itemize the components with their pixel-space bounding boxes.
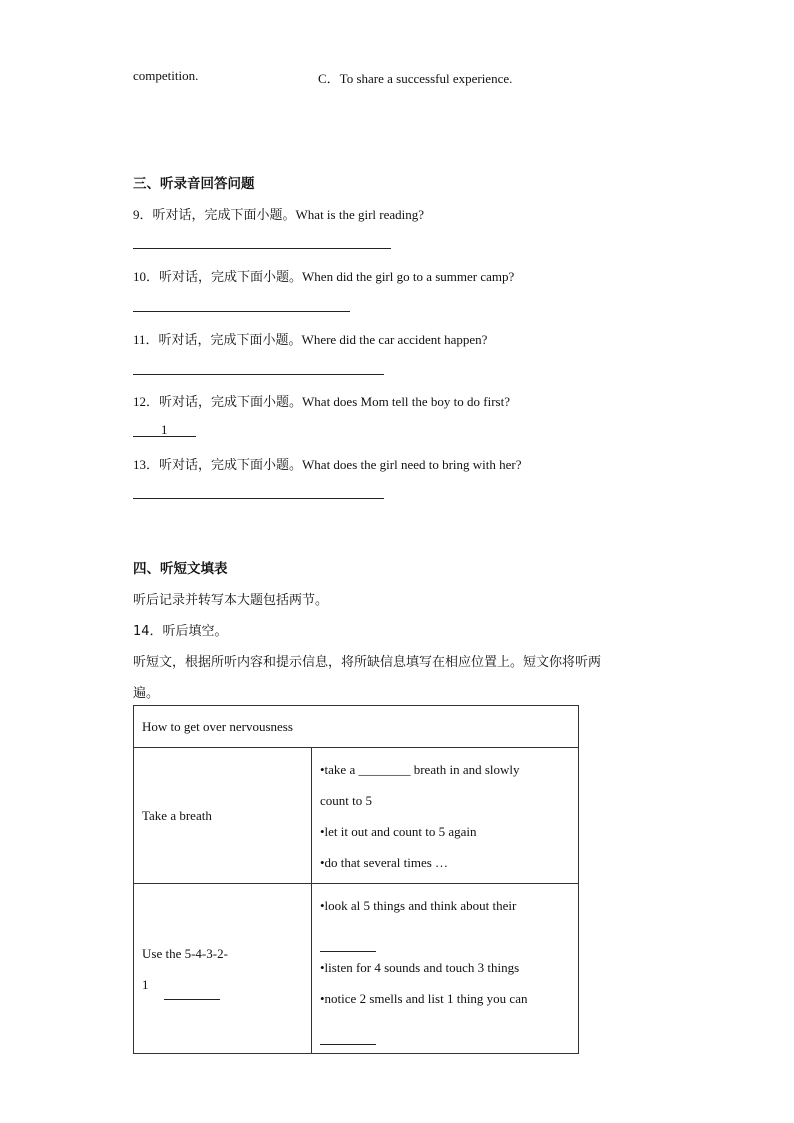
row2-label-b bbox=[142, 969, 303, 1000]
question-14: 14．听后填空。 bbox=[133, 624, 228, 639]
section4-title: 四、听短文填表 bbox=[133, 561, 228, 577]
question-text: Where did the car accident happen? bbox=[301, 332, 488, 347]
row2-content bbox=[312, 884, 579, 1054]
nervousness-table bbox=[133, 705, 579, 1054]
question-9 bbox=[133, 204, 424, 223]
table-header: How to get over nervousness bbox=[134, 706, 579, 748]
question-prompt: 听对话，完成下面小题。 bbox=[159, 270, 303, 285]
question-prompt: 听对话，完成下面小题。 bbox=[158, 333, 302, 348]
answer-line-11[interactable] bbox=[133, 374, 384, 375]
row1-label: Take a breath bbox=[134, 748, 312, 884]
answer-line-13[interactable] bbox=[133, 498, 384, 499]
row1-item: •take a ________ breath in and slowly bbox=[320, 761, 520, 777]
question-text: What does Mom tell the boy to do first? bbox=[302, 394, 510, 409]
row2-label-b-text: 1 bbox=[142, 977, 149, 992]
row2-label-a: Use the 5-4-3-2- bbox=[142, 946, 228, 961]
row2-label-blank[interactable] bbox=[164, 985, 220, 1000]
answer-line-10[interactable] bbox=[133, 311, 350, 312]
question-number: 10． bbox=[133, 269, 160, 284]
prev-option-fragment: competition. bbox=[133, 68, 199, 83]
question-13 bbox=[133, 454, 522, 473]
row2-blank-line[interactable] bbox=[320, 1014, 570, 1045]
question-text: When did the girl go to a summer camp? bbox=[302, 269, 515, 284]
row2-label bbox=[134, 884, 312, 1054]
row2-blank-line[interactable] bbox=[320, 921, 570, 952]
question-prompt: 听对话，完成下面小题。 bbox=[159, 395, 303, 410]
question-number: 13． bbox=[133, 457, 160, 472]
question-prompt: 听对话，完成下面小题。 bbox=[159, 458, 303, 473]
question-prompt: 听对话，完成下面小题。 bbox=[152, 208, 296, 223]
row1-item: •let it out and count to 5 again bbox=[320, 823, 477, 839]
row1-content bbox=[312, 748, 579, 884]
question-11 bbox=[133, 329, 487, 348]
question-text: What is the girl reading? bbox=[295, 207, 425, 222]
option-c: C．To share a successful experience. bbox=[318, 71, 513, 86]
row2-item: •notice 2 smells and list 1 thing you can bbox=[320, 991, 528, 1006]
section3-title: 三、听录音回答问题 bbox=[133, 176, 255, 192]
row2-item: •listen for 4 sounds and touch 3 things bbox=[320, 960, 520, 975]
section4-intro: 听后记录并转写本大题包括两节。 bbox=[133, 593, 329, 608]
answer-line-9[interactable] bbox=[133, 248, 391, 249]
instruction-line-1: 听短文，根据所听内容和提示信息，将所缺信息填写在相应位置上。短文你将听两 bbox=[133, 655, 602, 670]
question-text: What does the girl need to bring with her? bbox=[302, 457, 522, 472]
instruction-line-2: 遍。 bbox=[133, 686, 160, 701]
answer-hint-12: 1 bbox=[161, 422, 168, 437]
answer-line-12[interactable] bbox=[133, 436, 196, 437]
question-number: 12． bbox=[133, 394, 160, 409]
row1-item: •do that several times … bbox=[320, 854, 449, 870]
question-12 bbox=[133, 391, 510, 410]
question-number: 9． bbox=[133, 207, 153, 222]
row2-item: •look al 5 things and think about their bbox=[320, 898, 517, 913]
question-10 bbox=[133, 266, 514, 285]
row1-item: count to 5 bbox=[320, 792, 372, 808]
question-number: 11． bbox=[133, 332, 159, 347]
